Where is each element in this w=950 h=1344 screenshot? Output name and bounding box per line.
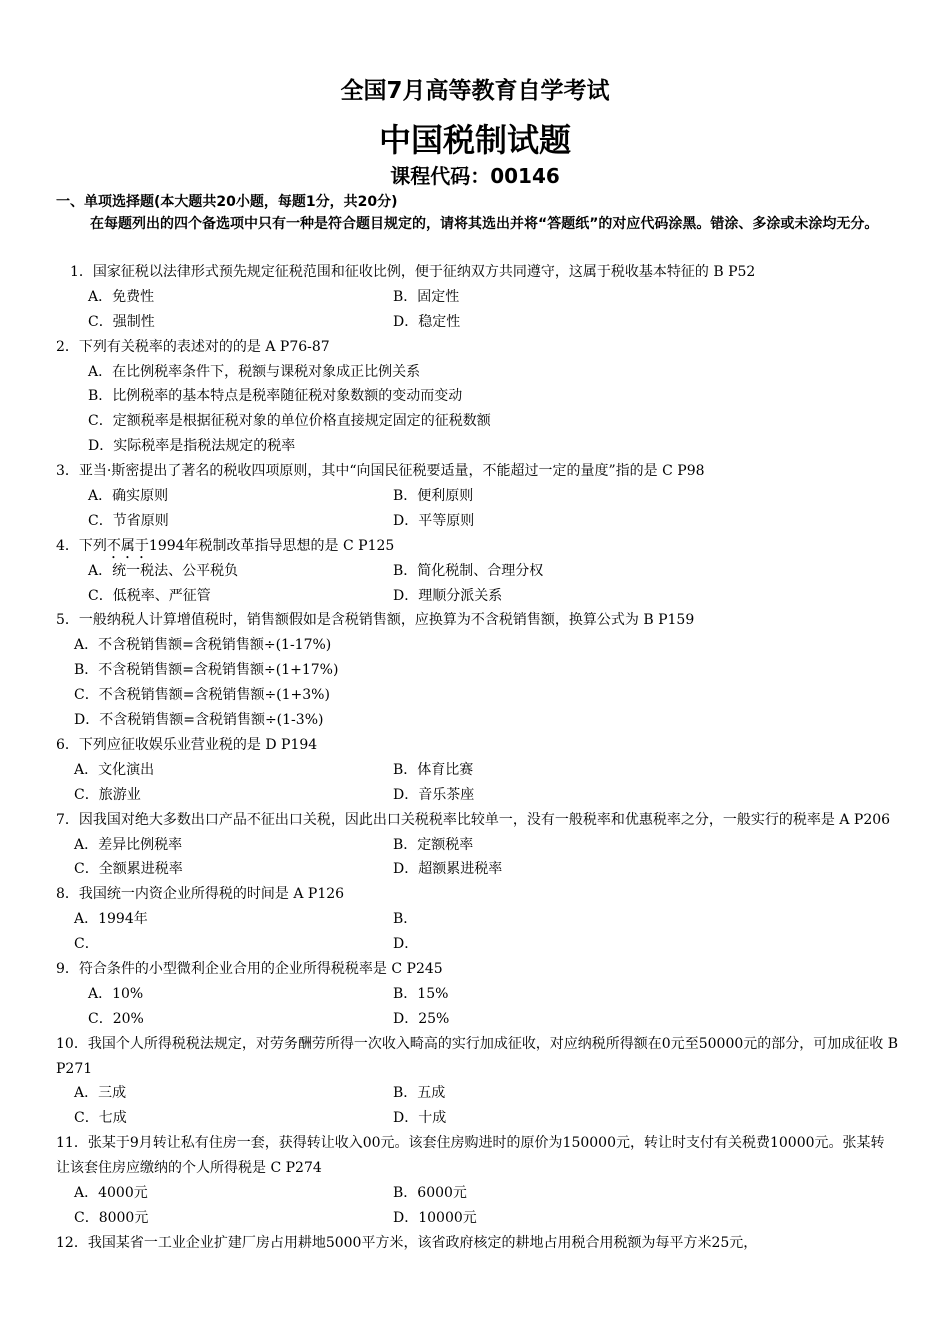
exam-title: 全国7月高等教育自学考试	[340, 78, 610, 104]
option-a: A．三成	[74, 1085, 127, 1102]
question-6-stem: 6．下列应征收娱乐业营业税的是 D P194	[56, 736, 318, 753]
option-d: D．稳定性	[393, 313, 461, 330]
question-7-options-row2	[56, 857, 898, 882]
question-8-options-row1	[56, 907, 898, 932]
option-a: A．文化演出	[74, 761, 155, 778]
question-5-option-a	[56, 633, 898, 658]
option-c: C．20%	[88, 1010, 144, 1027]
question-5-option-d	[56, 708, 898, 733]
option-c: C．旅游业	[74, 786, 141, 803]
option-d: D．超额累进税率	[393, 861, 503, 878]
option-a: A．统一税法、公平税负	[88, 562, 239, 579]
question-11-options-row2	[56, 1206, 898, 1231]
section-heading: 一、单项选择题(本大题共20小题，每题1分，共20分)	[56, 194, 398, 210]
option-d: D．实际税率是指税法规定的税率	[88, 438, 296, 455]
option-a: A．不含税销售额=含税销售额÷(1-17%)	[74, 637, 332, 654]
option-c: C．七成	[74, 1110, 127, 1127]
option-a: A．在比例税率条件下，税额与课税对象成正比例关系	[88, 363, 421, 380]
option-b: B．6000元	[393, 1185, 467, 1202]
option-d: D．10000元	[393, 1209, 477, 1226]
question-10-options-row1	[56, 1081, 898, 1106]
question-10-options-row2	[56, 1106, 898, 1131]
option-c: C．强制性	[88, 313, 155, 330]
option-b: B．不含税销售额=含税销售额÷(1+17%)	[74, 662, 339, 679]
question-5-option-c	[56, 683, 898, 708]
question-4-stem	[56, 534, 898, 559]
option-a: A．1994年	[74, 911, 148, 928]
option-d: D．	[393, 936, 419, 953]
question-2-option-c	[56, 409, 898, 434]
question-2-option-b	[56, 384, 898, 409]
option-b: B．比例税率的基本特点是税率随征税对象数额的变动而变动	[88, 388, 463, 405]
option-c: C．8000元	[74, 1209, 149, 1226]
option-a: A．免费性	[88, 288, 155, 305]
question-1-stem: 1．国家征税以法律形式预先规定征税范围和征收比例，便于征纳双方共同遵守，这属于税收基本特征的 B P52	[70, 264, 756, 280]
option-b: B．15%	[393, 985, 449, 1002]
option-a: A．10%	[88, 985, 144, 1002]
option-c: C．全额累进税率	[74, 861, 183, 878]
question-6-options-row2	[56, 783, 898, 808]
option-a: A．确实原则	[88, 488, 169, 505]
option-b: B．五成	[393, 1085, 446, 1102]
question-1-options-row1	[56, 285, 898, 310]
option-d: D．理顺分派关系	[393, 587, 503, 604]
option-c: C．定额税率是根据征税对象的单位价格直接规定固定的征税数额	[88, 413, 491, 430]
question-4-emphasis: 不属于	[106, 537, 149, 554]
option-d: D．平等原则	[393, 512, 475, 529]
option-b: B．	[393, 911, 418, 928]
option-b: B．固定性	[393, 288, 460, 305]
question-1-options-row2	[56, 310, 898, 335]
option-d: D．25%	[393, 1010, 450, 1027]
question-9-options-row2	[56, 1007, 898, 1032]
question-4-stem-suffix: 1994年税制改革指导思想的是 C P125	[148, 537, 395, 554]
option-a: A．差异比例税率	[74, 836, 183, 853]
question-10-stem: 10．我国个人所得税税法规定，对劳务酬劳所得一次收入畸高的实行加成征收，对应纳税所得额在0元至50000元的部分，可加成征收 B P271	[56, 1035, 898, 1077]
question-2-option-d	[56, 434, 898, 459]
option-d: D．不含税销售额=含税销售额÷(1-3%)	[74, 712, 324, 729]
question-3-stem: 3．亚当·斯密提出了著名的税收四项原则，其中“向国民征税要适量，不能超过一定的量度”指的是 C P98	[56, 463, 705, 480]
subject-title: 中国税制试题	[378, 121, 571, 159]
option-b: B．体育比赛	[393, 761, 474, 778]
question-7-options-row1	[56, 833, 898, 858]
question-8-stem: 8．我国统一内资企业所得税的时间是 A P126	[56, 886, 345, 903]
option-d: D．音乐茶座	[393, 786, 475, 803]
question-11-stem: 11．张某于9月转让私有住房一套，获得转让收入00元。该套住房购进时的原价为150000元，转让时支付有关税费10000元。张某转让该套住房应缴纳的个人所得税是 C P274	[56, 1135, 885, 1177]
question-2-option-a	[56, 360, 898, 385]
question-5-stem: 5．一般纳税人计算增值税时，销售额假如是含税销售额，应换算为不含税销售额，换算公式为 B P159	[56, 612, 695, 629]
option-c: C．节省原则	[88, 512, 169, 529]
question-4-options-row1	[56, 559, 898, 584]
section-instruction: 在每题列出的四个备选项中只有一种是符合题目规定的，请将其选出并将“答题纸”的对应代码涂黑。错涂、多涂或未涂均无分。	[90, 216, 879, 232]
question-9-stem: 9．符合条件的小型微利企业合用的企业所得税税率是 C P245	[56, 960, 443, 977]
question-2-stem: 2．下列有关税率的表述对的的是 A P76-87	[56, 338, 330, 355]
question-6-options-row1	[56, 758, 898, 783]
question-12-stem: 12．我国某省一工业企业扩建厂房占用耕地5000平方米，该省政府核定的耕地占用税合用税额为每平方米25元，	[56, 1234, 758, 1251]
course-code: 课程代码：00146	[390, 164, 560, 188]
question-list	[56, 260, 898, 1256]
option-c: C．不含税销售额=含税销售额÷(1+3%)	[74, 687, 330, 704]
option-b: B．定额税率	[393, 836, 474, 853]
question-4-options-row2	[56, 584, 898, 609]
question-7-stem: 7．因我国对绝大多数出口产品不征出口关税，因此出口关税税率比较单一，没有一般税率和优惠税率之分，一般实行的税率是 A P206	[56, 811, 891, 828]
option-d: D．十成	[393, 1110, 447, 1127]
question-11-options-row1	[56, 1181, 898, 1206]
question-3-options-row1	[56, 484, 898, 509]
option-b: B．便利原则	[393, 488, 474, 505]
question-5-option-b	[56, 658, 898, 683]
question-9-options-row1	[56, 982, 898, 1007]
question-3-options-row2	[56, 509, 898, 534]
question-8-options-row2	[56, 932, 898, 957]
option-b: B．简化税制、合理分权	[393, 562, 544, 579]
question-4-stem-prefix: 4．下列	[56, 537, 107, 554]
option-c: C．低税率、严征管	[88, 587, 211, 604]
option-a: A．4000元	[74, 1185, 148, 1202]
option-c: C．	[74, 936, 99, 953]
